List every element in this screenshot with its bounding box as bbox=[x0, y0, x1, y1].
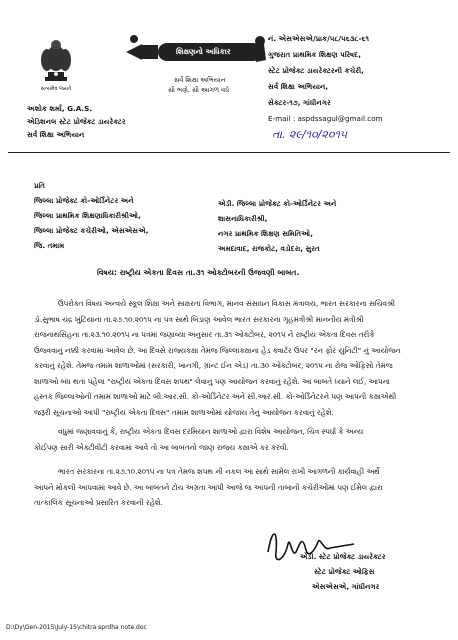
body-line: ઉજવવાનું નક્કી કરવામાં આવેલ છે. આ દિવસે રાજ્યકક્ષા તેમજ જિલ્લાકક્ષાના હેડ ક્વાર્ટર ઉપર "રન ફોર યુનિટી" નું આયોજન bbox=[34, 345, 401, 355]
logo-subtitle-1: સર્વ શિક્ષા અભિયાન bbox=[174, 76, 226, 84]
body-line: જરૂરી સૂચનાઓ આપી "રાષ્ટ્રીય એકતા દિવસ" તમામ શાળાઓમાં યોજાય તેનું આયોજન કરવાનું રહેશે. bbox=[34, 407, 334, 417]
org-line-2: સ્ટેટ પ્રોજેક્ટ ડાયરેક્ટરની કચેરી, bbox=[268, 66, 364, 75]
recipient-right-4: અમદાવાદ, રાજકોટ, વડોદરા, સુરત bbox=[218, 244, 320, 253]
email-address: E-mail : aspdssagul@gmail.com bbox=[268, 114, 383, 123]
letter-date: તા. ૨૯/૧૦/૨૦૧૫ bbox=[272, 128, 348, 141]
body-line: ડૉ.સુભાષ ચંદ્ર ખુંટિયાના તા.૨૭.૧૦.૨૦૧૫ ના પત્ર સાથે બિડાણ આવેલ ભારત સરકારના ગૃહમંત્રીશ્રી માનનીય મંત્રીશ્રી bbox=[34, 314, 364, 324]
body-line: તાત્કાલિક સૂચનાઓ પ્રસારિત કરવાની રહેશે. bbox=[34, 498, 163, 507]
signatory-office: સ્ટેટ પ્રોજેક્ટ ઓફિસ bbox=[314, 567, 375, 576]
body-line: ઉપરોક્ત વિષય અન્વયે સ્કૂલ શિક્ષા અને સાક્ષરતા વિભાગ, માનવ સંસાધન વિકાસ મંત્રાલય, ભારત સરકારના સચિવશ્રી bbox=[58, 299, 395, 308]
reference-number: નં. એસએસએ/પ્રાક/૫૮/૫૬૩૮-૬૧ bbox=[268, 34, 370, 43]
body-paragraph-1 bbox=[34, 296, 401, 420]
recipient-right-2: શાસનાધિકારીશ્રી, bbox=[218, 214, 268, 223]
recipient-right-1: એડી. જિલ્લા પ્રોજેક્ટ કો-ઓર્ડિનેટર અને bbox=[218, 199, 337, 208]
recipient-left-2: જિલ્લા પ્રાથમિક શિક્ષણાધિકારીશ્રીઓ, bbox=[34, 211, 141, 220]
body-line: રાજનાથસિંહના તા.૨૩.૧૦.૨૦૧૫ ના પત્રમાં જણાવ્યા અનુસાર તા.૩૧ ઓક્ટોબર, ૨૦૧૫ ને રાષ્ટ્રીય એકતા દિવસ તરીકે bbox=[34, 330, 375, 339]
logo-subtitle-2: સૌ ભણે, સૌ આગળ વધે bbox=[168, 86, 230, 94]
signatory-title: એડી. સ્ટેટ પ્રોજેક્ટ ડાયરેક્ટર bbox=[300, 552, 386, 561]
recipient-left-4: જિ. તમામ bbox=[34, 241, 65, 250]
subject-line: વિષય: રાષ્ટ્રીય એકતા દિવસ તા.૩૧ ઓક્ટોબરની ઉજવણી બાબત. bbox=[97, 268, 300, 277]
signatory-location: એસએસએ, ગાંધીનગર bbox=[312, 582, 380, 591]
org-line-4: સેક્ટર-૧૭, ગાંધીનગર bbox=[268, 98, 331, 107]
logo-title: શિક્ષણનો અધિકાર bbox=[176, 47, 231, 56]
prati-label: પ્રતિ bbox=[34, 181, 46, 190]
recipient-right-3: નગર પ્રાથમિક શિક્ષણ સમિતિઓ, bbox=[218, 229, 313, 238]
body-paragraph-3 bbox=[34, 464, 383, 511]
handwritten-signature bbox=[262, 522, 362, 568]
body-line: કરવાનું રહેશે. તેમજ તમામ શાળાઓમાં (સરકારી, ખાનગી, ગ્રાન્ટ ઈન એડ) તા.૩૦ ઓક્ટોબર, ૨૦૧૫ ના રોજ ઓફિસો તેમજ bbox=[34, 361, 393, 370]
file-path: D:\Dy\Gen-2015\July-15\chitra sprdha note.doc bbox=[6, 624, 147, 631]
org-line-3: સર્વ શિક્ષા અભિયાન, bbox=[268, 82, 329, 91]
officer-org: સર્વ શિક્ષા અભિયાન bbox=[27, 130, 85, 139]
lion-capital-icon bbox=[34, 32, 78, 82]
officer-name: અશોક શર્મા, G.A.S. bbox=[27, 104, 93, 113]
national-emblem bbox=[34, 32, 78, 92]
org-line-1: ગુજરાત પ્રાથમિક શિક્ષણ પરિષદ, bbox=[268, 50, 361, 59]
header-divider bbox=[8, 152, 450, 153]
body-line: ભારત સરકારના તા.૨૭.૧૦.૨૦૧૫ ના પત્ર તેમજ શપથ ની નકલ આ સાથે સામેલ રાખી આગળની કાર્યવાહી અર્થે bbox=[58, 467, 380, 476]
body-line: વધુમાં જણાવવાનું કે, રાષ્ટ્રીય એકતા દિવસ દરમિયાન શાળાઓ દ્વારા વિશેષ આયોજન, ચિત્ર સ્પર્ધા કે અન્ય bbox=[58, 427, 364, 436]
recipient-left-1: જિલ્લા પ્રોજેક્ટ કો-ઓર્ડિનેટર અને bbox=[34, 196, 134, 205]
body-paragraph-2 bbox=[34, 424, 363, 455]
recipient-left-3: જિલ્લા પ્રોજેક્ટ કચેરીઓ, એસએસએ, bbox=[34, 226, 149, 235]
signature-scribble-icon bbox=[262, 522, 362, 568]
body-line: કોઈપણ સારી એક્ટીવીટી કરવામાં આવે તો આ બાબતનો જાણ રાજય કક્ષાએ કર કરવી. bbox=[34, 442, 289, 452]
emblem-caption: સત્યમેવ જયતે bbox=[40, 86, 72, 92]
body-line: આપને મોકલી આપવામાં આવે છે. આ બાબતને ટોચ અગ્રતા આપી આજે જ આપની તાબાની કચેરીઓમાં પણ ઈમેલ દ્વારા bbox=[34, 482, 383, 492]
body-line: શાળાઓ બંધ થતાં પહેલા "રાષ્ટ્રીય એકતા દિવસ શપથ" લેવાનું પણ આયોજન કરવાનું રહેશે. આ બાબતે ધ્યાને લઈ, આપના bbox=[34, 376, 390, 386]
sarva-shiksha-logo bbox=[120, 30, 270, 94]
officer-title: એડિશનલ સ્ટેટ પ્રોજેક્ટ ડાયરેક્ટર bbox=[27, 117, 126, 126]
body-line: હસ્તક જિલ્લાઓની તમામ શાળાઓ માટે બી.આર.સી. કો-ઓર્ડિનેટર અને સી.આર.સી. કો-ઓર્ડિનેટરને પણ આપની કક્ષાએથી bbox=[34, 392, 397, 401]
